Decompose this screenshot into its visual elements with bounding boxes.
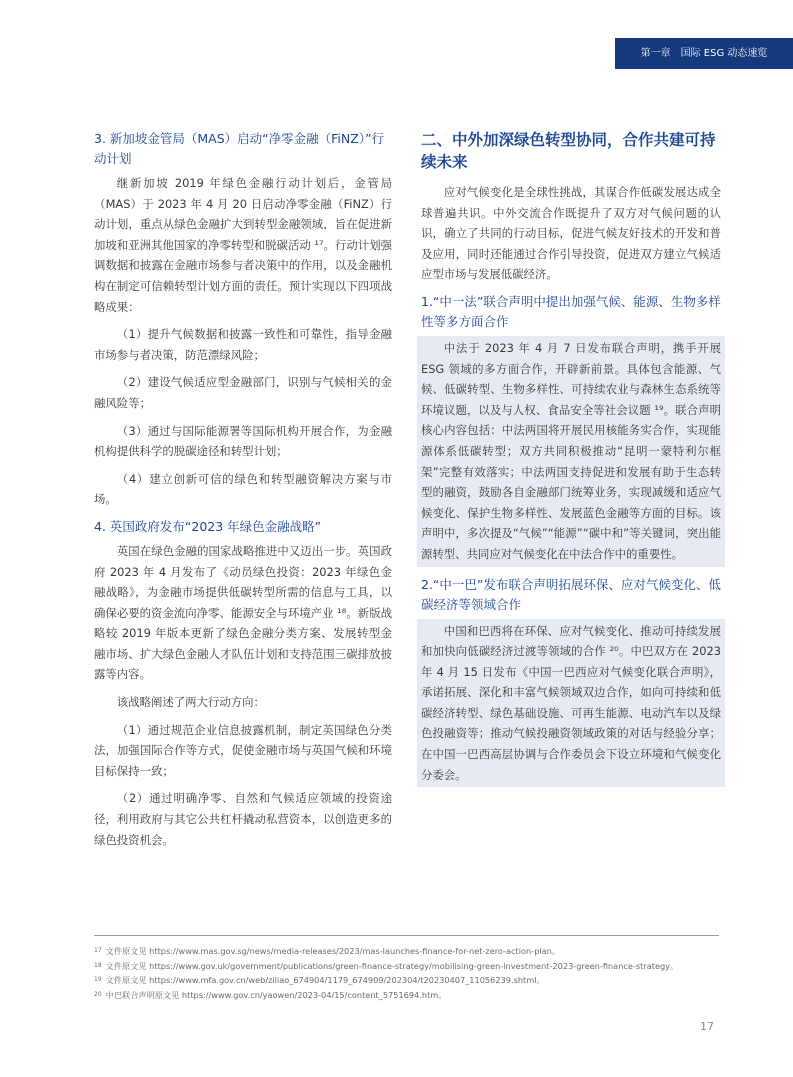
section-3-item-4: （4）建立创新可信的绿色和转型融资解决方案与市场。 xyxy=(94,471,392,507)
footnote: $^{18}$ 文件原文见 https://www.gov.uk/government/publications/green-finance-strategy/mobilising-green-investment-2023-green-finance-strategy。 xyxy=(94,960,679,971)
subsection-1-paragraph: 中法于 2023 年 4 月 7 日发布联合声明，携手开展 ESG 领域的多方面合作，开辟新前景。具体包含能源、气候、低碳转型、生物多样性、可持续农业与森林生态系统等环境议题，以及与人权、食品安全等社会议题 ¹⁹。联合声明核心内容包括：中法两国将开展民用核能务实合作，实现能源体系低碳转型；双方共同积极推动“昆明一蒙特利尔框架”完整有效落实；中法两国支持促进和发展有助于生态转型的融资，鼓励各自金融部门统筹业务，实现减缓和适应气候变化、保护生物多样性、发展蓝色金融等方面的目标。该声明中，多次提及“气候”“能源”“碳中和”等关键词，突出能源转型、共同应对气候变化在中法合作中的重要性。 xyxy=(421,340,721,561)
left-column xyxy=(94,129,392,857)
section-3-item-1: （1）提升气候数据和披露一致性和可靠性，指导金融市场参与者决策，防范漂绿风险； xyxy=(94,327,392,362)
footnote: $^{20}$ 中巴联合声明原文见 https://www.gov.cn/yaowen/2023-04/15/content_5751694.htm。 xyxy=(94,989,447,1000)
subsection-1-title: 1.“中一法”联合声明中提出加强气候、能源、生物多样性等多方面合作 xyxy=(421,293,721,329)
highlight-box-2 xyxy=(417,619,725,788)
page-number: 17 xyxy=(700,1020,714,1033)
chapter-section-title: 二、中外加深绿色转型协同，合作共建可持续未来 xyxy=(421,131,716,171)
section-3-paragraph: 继新加坡 2019 年绿色金融行动计划后，金管局（MAS）于 2023 年 4 月 20 日启动净零金融（FiNZ）行动计划，重点从绿色金融扩大到转型金融领域，旨在促进新加坡和亚洲其他国家的净零转型和脱碳活动 ¹⁷。行动计划强调数据和披露在金融市场参与者决策中的作用，以及金融机构在制定可信赖转型计划方面的责任。预计实现以下四项战略成果： xyxy=(94,176,392,314)
highlight-box-1 xyxy=(417,336,725,567)
footnote-divider xyxy=(94,935,719,936)
section-3-item-2: （2）建设气候适应型金融部门，识别与气候相关的金融风险等； xyxy=(94,375,392,410)
chapter-section-intro: 应对气候变化是全球性挑战，其谋合作低碳发展达成全球普遍共识。中外交流合作既提升了双方对气候问题的认识，确立了共同的行动目标，促进气候友好技术的开发和普及应用，同时还能通过合作引导投资，促进双方建立气候适应型市场与发展低碳经济。 xyxy=(421,185,721,282)
footnotes xyxy=(94,944,734,1002)
section-4-item-1: （1）通过规范企业信息披露机制，制定英国绿色分类法，加强国际合作等方式，促使金融市场与英国气候和环境目标保持一致； xyxy=(94,722,392,778)
right-column xyxy=(421,129,721,795)
subsection-2-title: 2.“中一巴”发布联合声明拓展环保、应对气候变化、低碳经济等领域合作 xyxy=(421,576,721,612)
section-4-item-2: （2）通过明确净零、自然和气候适应领域的投资途径，利用政府与其它公共杠杆撬动私营资本，以创造更多的绿色投资机会。 xyxy=(94,791,392,847)
section-3-item-3: （3）通过与国际能源署等国际机构开展合作，为金融机构提供科学的脱碳途径和转型计划； xyxy=(94,423,392,459)
section-3-title: 3. 新加坡金管局（MAS）启动“净零金融（FiNZ）”行动计划 xyxy=(94,131,385,166)
section-4-intro: 该战略阐述了两大行动方向： xyxy=(116,695,265,710)
chapter-tag: 第一章 国际 ESG 动态速览 xyxy=(615,38,793,69)
section-4-paragraph: 英国在绿色金融的国家战略推进中又迈出一步。英国政府 2023 年 4 月发布了《动员绿色投资：2023 年绿色金融战略》，为金融市场提供低碳转型所需的信息与工具，以确保必要的资金流向净零、能源安全与环境产业 ¹⁸。新版战略较 2019 年版本更新了绿色金融分类方案、发展转型金融市场、扩大绿色金融人才队伍计划和支持范围三碳排放披露等内容。 xyxy=(94,543,392,682)
footnote: $^{19}$ 文件原文见 https://www.mfa.gov.cn/web/ziliao_674904/1179_674909/202304/t20230407_11056239.shtml。 xyxy=(94,975,545,986)
subsection-2-paragraph: 中国和巴西将在环保、应对气候变化、推动可持续发展和加快向低碳经济过渡等领域的合作 ²⁰。中巴双方在 2023 年 4 月 15 日发布《中国一巴西应对气候变化联合声明》，承诺拓展、深化和丰富气候领域双边合作，如向可持续和低碳经济转型、绿色基础设施、可再生能源、电动汽车以及绿色投融资等；推动气候投融资领域政策的对话与经验分享；在中国一巴西高层协调与合作委员会下设立环境和气候变化分委会。 xyxy=(421,623,721,782)
section-4-title: 4. 英国政府发布“2023 年绿色金融战略” xyxy=(94,518,322,534)
footnote: $^{17}$ 文件原文见 https://www.mas.gov.sg/news/media-releases/2023/mas-launches-finance-for-net-zero-action-plan。 xyxy=(94,946,561,956)
